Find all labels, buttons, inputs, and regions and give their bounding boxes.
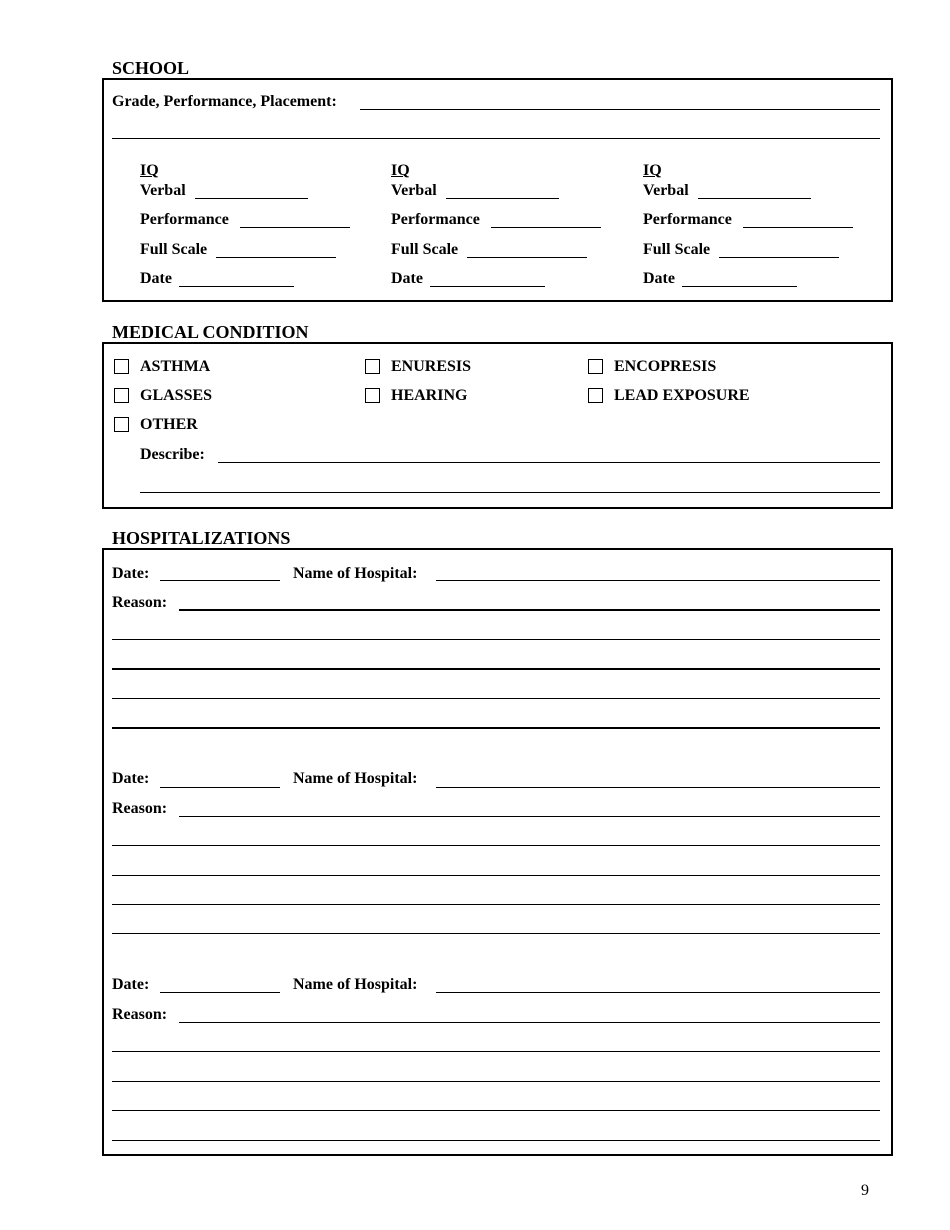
grade-performance-placement-label: Grade, Performance, Placement: <box>112 93 337 110</box>
lead-exposure-checkbox[interactable] <box>588 388 603 403</box>
hospital-reason-field-2[interactable] <box>179 816 880 817</box>
iq-verbal-field-1[interactable] <box>195 198 308 199</box>
hospital-reason-line-3b[interactable] <box>112 1081 880 1082</box>
school-box <box>102 78 893 302</box>
hospital-reason-line-3a[interactable] <box>112 1051 880 1052</box>
hospital-reason-label-2: Reason: <box>112 800 168 817</box>
hospital-date-field-1[interactable] <box>160 580 280 581</box>
grade-performance-placement-field[interactable] <box>360 109 880 110</box>
hospital-reason-field-1[interactable] <box>179 609 880 611</box>
iq-performance-field-1[interactable] <box>240 227 350 228</box>
hospital-name-label-1: Name of Hospital: <box>293 565 418 582</box>
glasses-label: GLASSES <box>140 387 213 404</box>
hospital-name-label-3: Name of Hospital: <box>293 976 418 993</box>
encopresis-label: ENCOPRESIS <box>614 358 717 375</box>
iq-performance-label-3: Performance <box>643 211 732 228</box>
hospital-reason-line-1a[interactable] <box>112 639 880 640</box>
hospital-reason-line-1b[interactable] <box>112 668 880 670</box>
iq-performance-field-3[interactable] <box>743 227 853 228</box>
iq-performance-label-1: Performance <box>140 211 229 228</box>
enuresis-checkbox[interactable] <box>365 359 380 374</box>
other-label: OTHER <box>140 416 198 433</box>
hospital-reason-label-1: Reason: <box>112 594 168 611</box>
describe-field[interactable] <box>218 462 880 463</box>
medical-box <box>102 342 893 509</box>
medical-section-title: MEDICAL CONDITION <box>112 322 309 342</box>
iq-full-scale-field-2[interactable] <box>467 257 587 258</box>
iq-full-scale-field-1[interactable] <box>216 257 336 258</box>
hospital-reason-label-3: Reason: <box>112 1006 168 1023</box>
iq-header-1: IQ <box>140 162 159 179</box>
iq-full-scale-field-3[interactable] <box>719 257 839 258</box>
iq-verbal-label-2: Verbal <box>391 182 437 199</box>
hospital-reason-line-1d[interactable] <box>112 727 880 729</box>
asthma-label: ASTHMA <box>140 358 211 375</box>
iq-full-scale-label-1: Full Scale <box>140 241 208 258</box>
iq-date-label-1: Date <box>140 270 172 287</box>
hospital-reason-line-2d[interactable] <box>112 933 880 934</box>
lead-exposure-label: LEAD EXPOSURE <box>614 387 750 404</box>
encopresis-checkbox[interactable] <box>588 359 603 374</box>
hospital-date-field-3[interactable] <box>160 992 280 993</box>
page-number: 9 <box>861 1182 869 1199</box>
hospital-reason-line-2b[interactable] <box>112 875 880 876</box>
hearing-label: HEARING <box>391 387 468 404</box>
other-checkbox[interactable] <box>114 417 129 432</box>
hospital-name-field-2[interactable] <box>436 787 880 788</box>
iq-full-scale-label-2: Full Scale <box>391 241 459 258</box>
iq-header-3: IQ <box>643 162 662 179</box>
hospital-reason-line-3d[interactable] <box>112 1140 880 1141</box>
grade-performance-placement-field-line-2[interactable] <box>112 138 880 139</box>
hospital-date-label-1: Date: <box>112 565 150 582</box>
iq-date-label-2: Date <box>391 270 423 287</box>
glasses-checkbox[interactable] <box>114 388 129 403</box>
describe-label: Describe: <box>140 446 205 463</box>
hospital-date-label-3: Date: <box>112 976 150 993</box>
iq-date-label-3: Date <box>643 270 675 287</box>
asthma-checkbox[interactable] <box>114 359 129 374</box>
iq-verbal-field-2[interactable] <box>446 198 559 199</box>
hospital-date-label-2: Date: <box>112 770 150 787</box>
hospital-name-label-2: Name of Hospital: <box>293 770 418 787</box>
describe-field-line-2[interactable] <box>140 492 880 493</box>
hospital-date-field-2[interactable] <box>160 787 280 788</box>
iq-header-2: IQ <box>391 162 410 179</box>
hospital-reason-line-1c[interactable] <box>112 698 880 699</box>
iq-verbal-field-3[interactable] <box>698 198 811 199</box>
enuresis-label: ENURESIS <box>391 358 472 375</box>
hospital-reason-line-2c[interactable] <box>112 904 880 905</box>
iq-performance-field-2[interactable] <box>491 227 601 228</box>
hospital-reason-line-2a[interactable] <box>112 845 880 846</box>
school-section-title: SCHOOL <box>112 58 190 78</box>
hospital-name-field-3[interactable] <box>436 992 880 993</box>
hospital-reason-field-3[interactable] <box>179 1022 880 1023</box>
iq-full-scale-label-3: Full Scale <box>643 241 711 258</box>
hearing-checkbox[interactable] <box>365 388 380 403</box>
iq-verbal-label-3: Verbal <box>643 182 689 199</box>
iq-date-field-1[interactable] <box>179 286 294 287</box>
iq-date-field-3[interactable] <box>682 286 797 287</box>
iq-performance-label-2: Performance <box>391 211 480 228</box>
hospitalizations-section-title: HOSPITALIZATIONS <box>112 528 291 548</box>
hospital-name-field-1[interactable] <box>436 580 880 581</box>
hospital-reason-line-3c[interactable] <box>112 1110 880 1111</box>
iq-date-field-2[interactable] <box>430 286 545 287</box>
iq-verbal-label-1: Verbal <box>140 182 186 199</box>
